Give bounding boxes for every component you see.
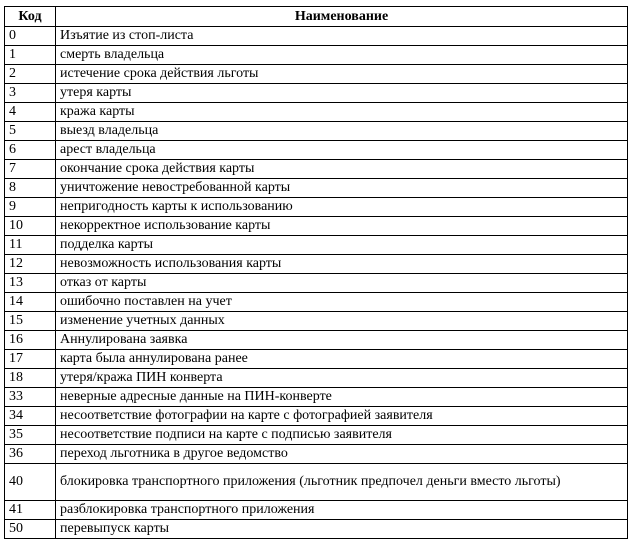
table-row [5,274,628,293]
column-header-code: Код [5,7,56,27]
name-cell: подделка карты [56,236,628,255]
name-cell: утеря карты [56,84,628,103]
table-row [5,103,628,122]
name-cell: смерть владельца [56,46,628,65]
table-row [5,46,628,65]
code-cell: 9 [5,198,56,217]
table-row [5,445,628,464]
name-cell: неверные адресные данные на ПИН-конверте [56,388,628,407]
name-cell: некорректное использование карты [56,217,628,236]
name-cell: карта была аннулирована ранее [56,350,628,369]
table-row [5,27,628,46]
name-cell: кража карты [56,103,628,122]
table-row [5,141,628,160]
status-codes-table [4,6,628,539]
table-row [5,160,628,179]
table-row [5,312,628,331]
name-cell: уничтожение невостребованной карты [56,179,628,198]
name-cell: Аннулирована заявка [56,331,628,350]
code-cell: 1 [5,46,56,65]
code-cell: 15 [5,312,56,331]
table-row [5,388,628,407]
table-row [5,122,628,141]
code-cell: 5 [5,122,56,141]
name-cell: арест владельца [56,141,628,160]
table-row [5,293,628,312]
name-cell: несоответствие фотографии на карте с фотографией заявителя [56,407,628,426]
name-cell: невозможность использования карты [56,255,628,274]
code-cell: 36 [5,445,56,464]
code-cell: 34 [5,407,56,426]
code-cell: 11 [5,236,56,255]
table-row [5,255,628,274]
code-cell: 16 [5,331,56,350]
name-cell: Изъятие из стоп-листа [56,27,628,46]
table-row [5,407,628,426]
table-row [5,217,628,236]
code-cell: 12 [5,255,56,274]
code-cell: 14 [5,293,56,312]
table-row [5,236,628,255]
name-cell: блокировка транспортного приложения (льготник предпочел деньги вместо льготы) [56,464,628,501]
table-row [5,331,628,350]
name-cell: выезд владельца [56,122,628,141]
name-cell: утеря/кража ПИН конверта [56,369,628,388]
table-row [5,179,628,198]
code-cell: 2 [5,65,56,84]
name-cell: истечение срока действия льготы [56,65,628,84]
code-cell: 35 [5,426,56,445]
table-body [5,27,628,539]
table-row [5,464,628,501]
table-row [5,501,628,520]
name-cell: непригодность карты к использованию [56,198,628,217]
code-cell: 40 [5,464,56,501]
code-cell: 6 [5,141,56,160]
table-row [5,65,628,84]
code-cell: 0 [5,27,56,46]
table-row [5,84,628,103]
code-cell: 17 [5,350,56,369]
name-cell: отказ от карты [56,274,628,293]
name-cell: несоответствие подписи на карте с подписью заявителя [56,426,628,445]
code-cell: 3 [5,84,56,103]
name-cell: изменение учетных данных [56,312,628,331]
name-cell: ошибочно поставлен на учет [56,293,628,312]
code-cell: 4 [5,103,56,122]
name-cell: перевыпуск карты [56,520,628,539]
code-cell: 8 [5,179,56,198]
column-header-name: Наименование [56,7,628,27]
name-cell: окончание срока действия карты [56,160,628,179]
code-cell: 41 [5,501,56,520]
table-row [5,520,628,539]
name-cell: разблокировка транспортного приложения [56,501,628,520]
code-cell: 50 [5,520,56,539]
code-cell: 33 [5,388,56,407]
code-cell: 7 [5,160,56,179]
name-cell: переход льготника в другое ведомство [56,445,628,464]
table-row [5,369,628,388]
code-cell: 13 [5,274,56,293]
table-row [5,198,628,217]
code-cell: 18 [5,369,56,388]
code-cell: 10 [5,217,56,236]
table-header-row [5,7,628,27]
table-row [5,350,628,369]
table-row [5,426,628,445]
